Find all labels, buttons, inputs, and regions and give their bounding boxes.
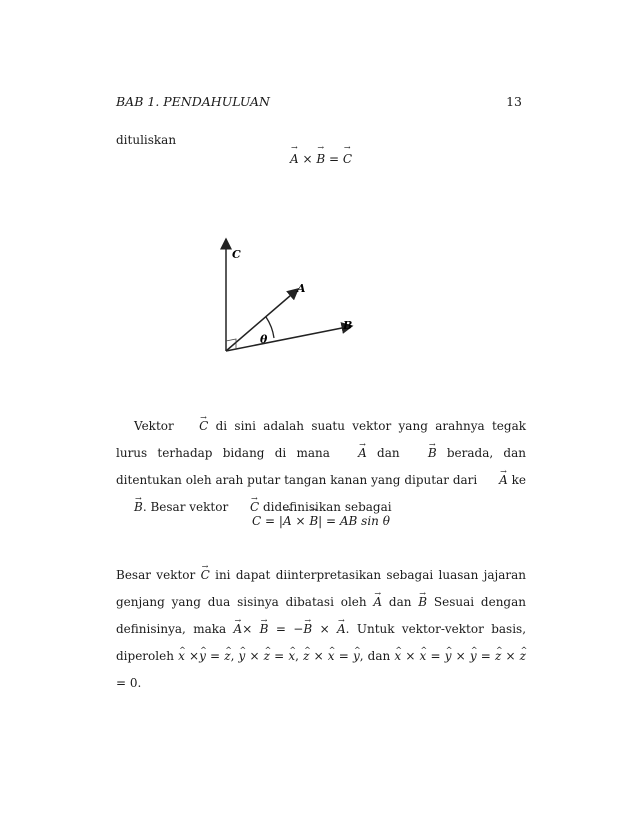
equation-magnitude: C = |→ A × → B| = AB sin θ xyxy=(116,514,526,528)
label-theta: θ xyxy=(260,333,268,346)
page-number: 13 xyxy=(506,94,522,109)
paragraph-1: Vektor → C di sini adalah suatu vektor yang arahnya tegak lurus terhadap bidang di mana → A dan → B berada, dan ditentukan oleh arah putar tangan kanan yang diputar dari → A ke → B. Besar vektor → C didefinisikan sebagai xyxy=(116,413,526,521)
paragraph-2: Besar vektor → C ini dapat diinterpretasikan sebagai luasan jajaran genjang yang dua sisinya dibatasi oleh → A dan → B Sesuai dengan definisinya, maka → A× → B = −→ B × → A. Untuk vektor-vektor basis, diperoleh ^ x ×^ y = ^ z, ^ y × ^ z = ^ x, ^ z × ^ x = ^ y, dan ^ x × ^ x = ^ y × ^ y = ^ z × ^ z = 0. xyxy=(116,562,526,697)
label-c: C xyxy=(232,248,241,261)
page-header xyxy=(116,94,526,109)
vector-b-arrow xyxy=(226,326,352,351)
chapter-title: BAB 1. PENDAHULUAN xyxy=(116,94,270,109)
label-a: A xyxy=(297,282,306,295)
equation-cross-product: → A × → B = → C xyxy=(116,152,526,166)
vector-figure xyxy=(200,225,380,365)
label-b: B xyxy=(343,319,353,332)
intro-text: dituliskan xyxy=(116,133,177,147)
